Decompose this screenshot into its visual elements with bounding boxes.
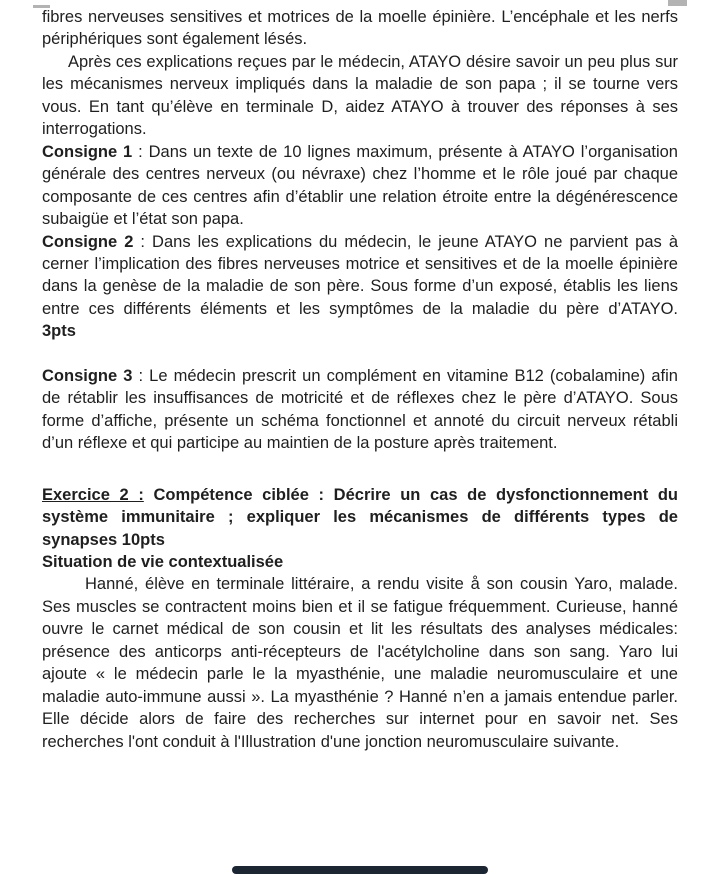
- paragraph-hanne-story: [42, 573, 678, 753]
- paragraph-consigne-3-text-0: Consigne 3: [42, 366, 133, 385]
- paragraph-consigne-1-text-0: Consigne 1: [42, 142, 133, 161]
- paragraph-consigne-3-text-1: : Le médecin prescrit un complément en vitamine B12 (cobalamine) afin de rétablir les insuffisances de motricité et de réflexes chez le père d’ATAYO. Sous forme d’affiche, présente un schéma fonctionnel et annoté du circuit nerveux rétabli d’un réflexe et qui participe au maintien de la posture après traitement.: [42, 366, 678, 453]
- paragraph-consigne-1: [42, 141, 678, 231]
- paragraph-exercice-2-text-0: Exercice 2 :: [42, 485, 144, 504]
- paragraph-consigne-2-points-text-0: 3pts: [42, 322, 76, 341]
- paragraph-consigne-2-text-1: : Dans les explications du médecin, le jeune ATAYO ne parvient pas à cerner l’implication des fibres nerveuses motrice et sensitives et de la moelle épinière dans la genèse de la maladie de son père. Sous forme d’un exposé, établis les liens entre ces différents éléments et les symptômes de la maladie du père d’ATAYO.: [42, 232, 678, 318]
- paragraph-consigne-3: [42, 365, 678, 455]
- paragraph-intro-continuation-text-0: fibres nerveuses sensitives et motrices de la moelle épinière. L’encéphale et les nerfs périphériques sont également lésés.: [42, 8, 678, 49]
- paragraph-consigne-2-points: [42, 320, 678, 342]
- gesture-navigation-pill[interactable]: [232, 866, 488, 874]
- paragraph-atayo-context-text-0: Après ces explications reçues par le médecin, ATAYO désire savoir un peu plus sur les mécanismes nerveux impliqués dans la maladie de son papa ; il se tourne vers vous. En tant qu’élève en terminale D, aidez ATAYO à trouver des réponses à ses interrogations.: [42, 52, 678, 139]
- paragraph-atayo-context: [42, 51, 678, 141]
- paragraph-consigne-2-text-0: Consigne 2: [42, 232, 134, 251]
- paragraph-intro-continuation: [42, 6, 678, 51]
- document-body: [42, 6, 678, 753]
- paragraph-exercice-2-text-1: Compétence ciblée : Décrire un cas de dysfonctionnement du système immunitaire ; expliquer les mécanismes de différents types de synapses 10pts: [42, 485, 679, 549]
- paragraph-situation-heading: [42, 551, 678, 573]
- paragraph-hanne-story-text-0: Hanné, élève en terminale littéraire, a rendu visite å son cousin Yaro, malade. Ses muscles se contractent moins bien et il se fatigue fréquemment. Curieuse, hanné ouvre le carnet médical de son cousin et lit les résultats des analyses médicales: présence des anticorps anti-récepteurs de l'acétylcholine dans son sang. Yaro lui ajoute « le médecin parle le la myasthénie, une maladie neuromusculaire et une maladie auto-immune aussi ». La myasthénie ? Hanné n’en a jamais entendue parler. Elle décide alors de faire des recherches sur internet pour en savoir net. Ses recherches l'ont conduit à l'Illustration d'une jonction neuromusculaire suivante.: [42, 575, 678, 751]
- paragraph-exercice-2: [42, 484, 678, 551]
- paragraph-consigne-2: [42, 231, 678, 321]
- paragraph-consigne-1-text-1: : Dans un texte de 10 lignes maximum, présente à ATAYO l’organisation générale des centres nerveux (ou névraxe) chez l’homme et le rôle joué par chaque composante de ces centres afin d’établir une relation étroite entre la dégénérescence subaigüe et l’état son papa.: [42, 142, 678, 229]
- paragraph-situation-heading-text-0: Situation de vie contextualisée: [42, 552, 284, 571]
